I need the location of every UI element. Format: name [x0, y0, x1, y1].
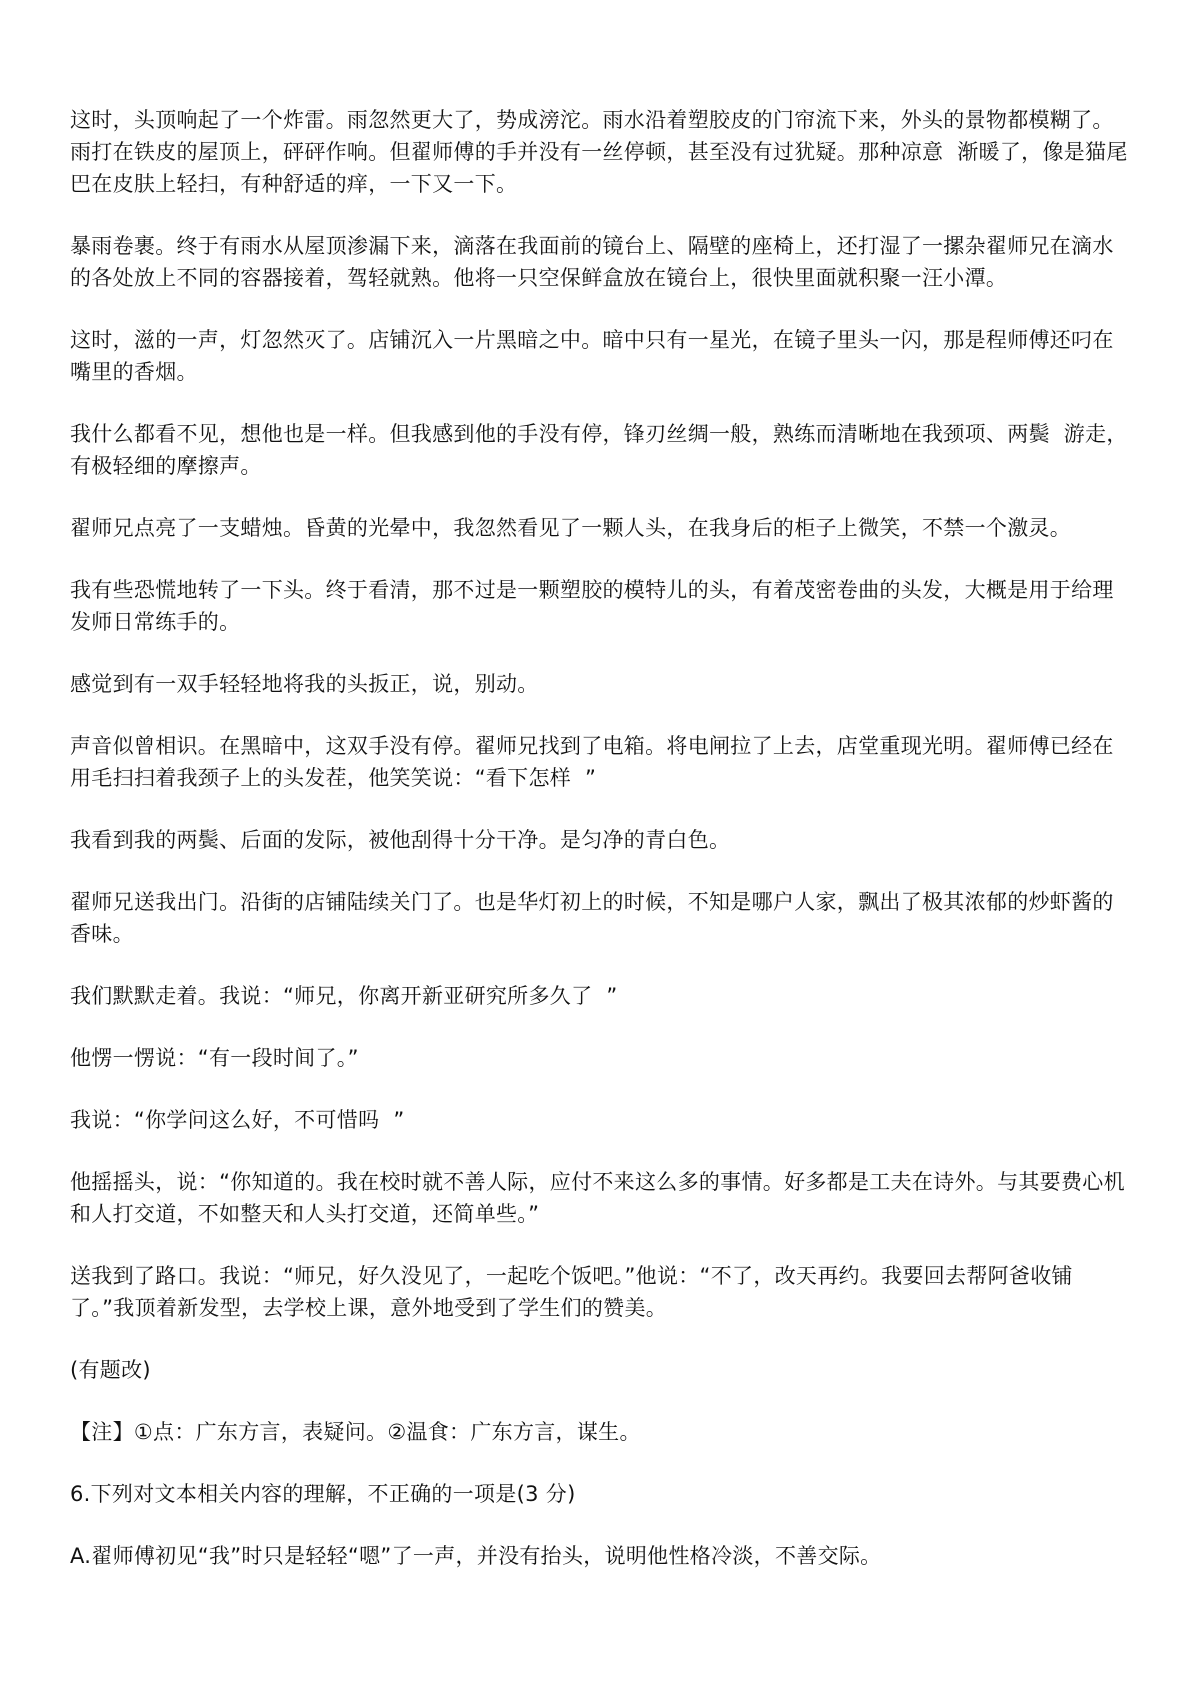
question-stem: 6.下列对文本相关内容的理解，不正确的一项是(3 分) [70, 1482, 576, 1506]
paragraph: 感觉到有一双手轻轻地将我的头扳正，说，别动。 [70, 672, 539, 696]
paragraph: 我说：“你学问这么好，不可惜吗 ” [70, 1108, 405, 1132]
document-page [70, 104, 1130, 1602]
paragraph: 我有些恐慌地转了一下头。终于看清，那不过是一颗塑胶的模特儿的头，有着茂密卷曲的头发，大概是用于给理发师日常练手的。 [70, 578, 1114, 634]
source-note: (有题改) [70, 1358, 151, 1382]
paragraph: 我看到我的两鬓、后面的发际，被他刮得十分干净。是匀净的青白色。 [70, 828, 731, 852]
paragraph: 我什么都看不见，想他也是一样。但我感到他的手没有停，锋刃丝绸一般，熟练而清晰地在我颈项、两鬓 游走，有极轻细的摩擦声。 [70, 422, 1128, 478]
paragraph: 翟师兄点亮了一支蜡烛。昏黄的光晕中，我忽然看见了一颗人头，在我身后的柜子上微笑，不禁一个激灵。 [70, 516, 1072, 540]
paragraph: 这时，头顶响起了一个炸雷。雨忽然更大了，势成滂沱。雨水沿着塑胶皮的门帘流下来，外头的景物都模糊了。雨打在铁皮的屋顶上，砰砰作响。但翟师傅的手并没有一丝停顿，甚至没有过犹疑。那种凉意 渐暖了，像是猫尾巴在皮肤上轻扫，有种舒适的痒，一下又一下。 [70, 108, 1128, 196]
paragraph: 这时，滋的一声，灯忽然灭了。店铺沉入一片黑暗之中。暗中只有一星光，在镜子里头一闪，那是程师傅还叼在嘴里的香烟。 [70, 328, 1114, 384]
footnote: 【注】①点：广东方言，表疑问。②温食：广东方言，谋生。 [70, 1420, 641, 1444]
paragraph: 我们默默走着。我说：“师兄，你离开新亚研究所多久了 ” [70, 984, 618, 1008]
answer-option-a: A.翟师傅初见“我”时只是轻轻“嗯”了一声，并没有抬头，说明他性格冷淡，不善交际。 [70, 1544, 882, 1568]
paragraph: 他摇摇头，说：“你知道的。我在校时就不善人际，应付不来这么多的事情。好多都是工夫在诗外。与其要费心机和人打交道，不如整天和人头打交道，还简单些。” [70, 1170, 1125, 1226]
paragraph: 暴雨卷裹。终于有雨水从屋顶渗漏下来，滴落在我面前的镜台上、隔壁的座椅上，还打湿了一摞杂翟师兄在滴水的各处放上不同的容器接着，驾轻就熟。他将一只空保鲜盒放在镜台上，很快里面就积聚一汪小潭。 [70, 234, 1114, 290]
paragraph: 送我到了路口。我说：“师兄，好久没见了，一起吃个饭吧。”他说：“不了，改天再约。我要回去帮阿爸收铺了。”我顶着新发型，去学校上课，意外地受到了学生们的赞美。 [70, 1264, 1073, 1320]
paragraph: 翟师兄送我出门。沿街的店铺陆续关门了。也是华灯初上的时候，不知是哪户人家，飘出了极其浓郁的炒虾酱的香味。 [70, 890, 1114, 946]
paragraph: 他愣一愣说：“有一段时间了。” [70, 1046, 359, 1070]
paragraph: 声音似曾相识。在黑暗中，这双手没有停。翟师兄找到了电箱。将电闸拉了上去，店堂重现光明。翟师傅已经在用毛扫扫着我颈子上的头发茬，他笑笑说：“看下怎样 ” [70, 734, 1114, 790]
